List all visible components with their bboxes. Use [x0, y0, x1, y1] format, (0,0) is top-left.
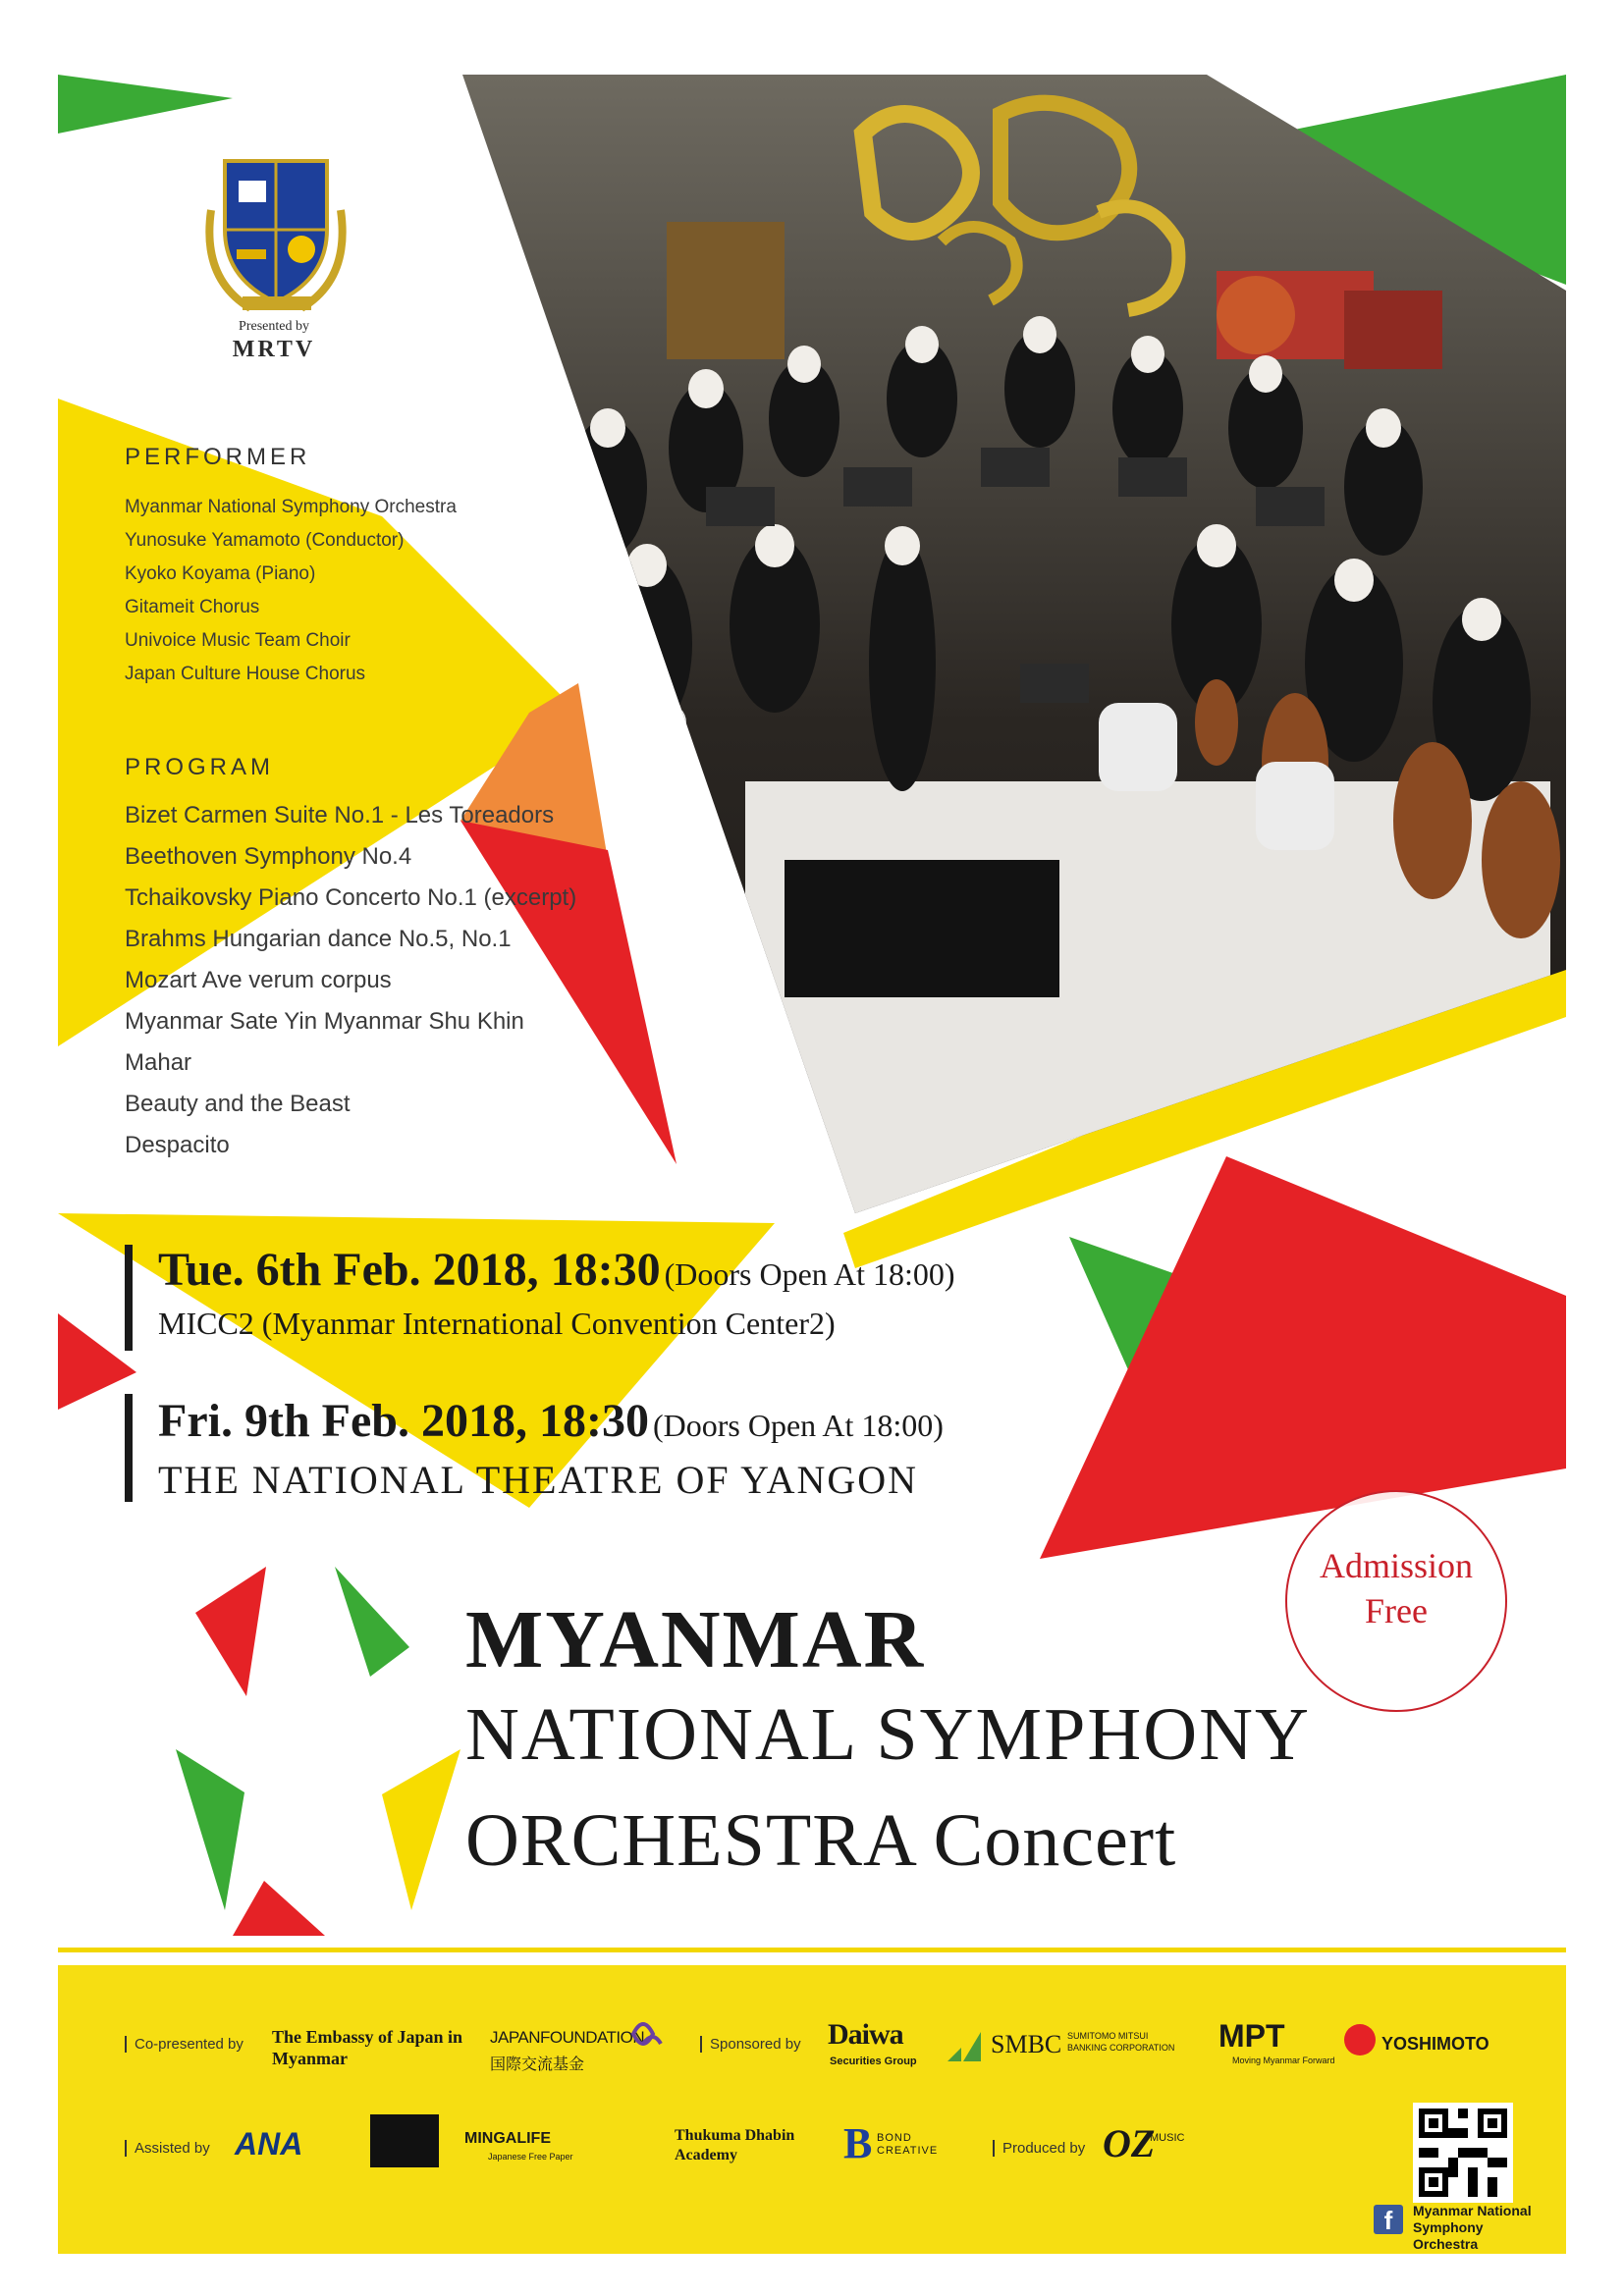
presenter-caption [186, 319, 362, 363]
facebook-icon: f [1374, 2205, 1403, 2234]
japan-foundation-logo: JAPANFOUNDATION [490, 2028, 645, 2047]
assisted-label: Assisted by [125, 2140, 210, 2157]
event-1-venue: MICC2 (Myanmar International Convention Center2) [158, 1306, 836, 1341]
sponsored-label: Sponsored by [700, 2036, 801, 2053]
program-heading: PROGRAM [125, 754, 275, 780]
list-item: Mozart Ave verum corpus [125, 967, 392, 993]
star-green-left [176, 1749, 244, 1910]
yoshimoto-icon [1344, 2024, 1376, 2056]
oz-music-logo: OZ [1103, 2121, 1156, 2165]
performer-list [125, 491, 457, 691]
list-item: Myanmar National Symphony Orchestra [125, 497, 457, 517]
produced-label: Produced by [993, 2140, 1085, 2157]
concert-title-line-1: MYANMAR [465, 1594, 926, 1685]
list-item: Gitameit Chorus [125, 597, 260, 617]
concert-title-line-3: ORCHESTRA Concert [465, 1799, 1177, 1882]
concert-title-line-2: NATIONAL SYMPHONY [465, 1693, 1311, 1776]
footer-divider [58, 1948, 1566, 1952]
admission-free-badge [1285, 1490, 1507, 1712]
presented-by-label: Presented by [239, 319, 309, 334]
list-item: Mahar [125, 1049, 192, 1076]
list-item: Univoice Music Team Choir [125, 630, 351, 651]
qr-code [1413, 2103, 1513, 2203]
list-item: Despacito [125, 1132, 230, 1158]
smbc-icon [947, 2022, 981, 2061]
music-school-logo [370, 2114, 439, 2167]
list-item: Brahms Hungarian dance No.5, No.1 [125, 926, 512, 952]
event-1-datetime [158, 1243, 955, 1297]
copresented-label: Co-presented by [125, 2036, 244, 2053]
admission-label: Admission [1319, 1546, 1474, 1585]
event-1-date: Tue. 6th Feb. 2018, 18:30 [158, 1244, 661, 1296]
list-item: Japan Culture House Chorus [125, 664, 366, 684]
list-item: Myanmar Sate Yin Myanmar Shu Khin [125, 1008, 524, 1035]
mingalife-logo: MINGALIFE [464, 2130, 551, 2147]
ana-logo: ANA [235, 2126, 303, 2162]
smbc-sub: SUMITOMO MITSUI BANKING CORPORATION [1067, 2031, 1175, 2053]
mpt-logo: MPT [1218, 2018, 1285, 2054]
sponsor-footer [58, 1965, 1566, 2254]
event-2-venue: THE NATIONAL THEATRE OF YANGON [158, 1458, 919, 1502]
embassy-of-japan-logo: The Embassy of Japan in Myanmar [272, 2027, 463, 2068]
event-divider-bar [125, 1394, 133, 1502]
list-item: Tchaikovsky Piano Concerto No.1 (excerpt) [125, 884, 577, 911]
performer-heading: PERFORMER [125, 444, 311, 470]
list-item: Bizet Carmen Suite No.1 - Les Toreadors [125, 802, 555, 828]
event-1-doors: (Doors Open At 18:00) [664, 1256, 955, 1292]
bond-creative-icon: B [843, 2119, 873, 2167]
bond-creative-logo: BOND CREATIVE [877, 2132, 939, 2157]
program-list [125, 795, 576, 1166]
oz-music-sub: MUSIC [1150, 2132, 1185, 2144]
facebook-page-name: Myanmar National Symphony Orchestra [1413, 2203, 1532, 2252]
poster [58, 75, 1566, 2254]
list-item: Yunosuke Yamamoto (Conductor) [125, 530, 405, 551]
event-2-doors: (Doors Open At 18:00) [652, 1408, 944, 1443]
list-item: Beethoven Symphony No.4 [125, 843, 412, 870]
mrtv-crest-logo [203, 151, 349, 318]
star-red-bottom [233, 1881, 325, 1936]
event-2-date: Fri. 9th Feb. 2018, 18:30 [158, 1395, 649, 1447]
daiwa-sub: Securities Group [830, 2056, 917, 2067]
event-divider-bar [125, 1245, 133, 1351]
star-yellow-right [382, 1749, 460, 1910]
list-item: Kyoko Koyama (Piano) [125, 563, 316, 584]
mpt-sub: Moving Myanmar Forward [1232, 2056, 1335, 2065]
event-2-datetime [158, 1394, 944, 1448]
presenter-name: MRTV [232, 337, 316, 362]
smbc-logo: SMBC [991, 2030, 1062, 2058]
yoshimoto-logo: YOSHIMOTO [1381, 2034, 1489, 2054]
daiwa-logo: Daiwa [828, 2018, 903, 2051]
japan-foundation-icon [623, 2014, 667, 2057]
star-red-top-left [195, 1567, 266, 1696]
list-item: Beauty and the Beast [125, 1091, 351, 1117]
thukuma-dhabin-logo: Thukuma Dhabin Academy [675, 2127, 795, 2163]
admission-free-label: Free [1365, 1591, 1428, 1630]
mingalife-sub: Japanese Free Paper [488, 2152, 573, 2162]
star-green-top-right [335, 1567, 409, 1677]
japan-foundation-jp: 国際交流基金 [490, 2056, 585, 2073]
